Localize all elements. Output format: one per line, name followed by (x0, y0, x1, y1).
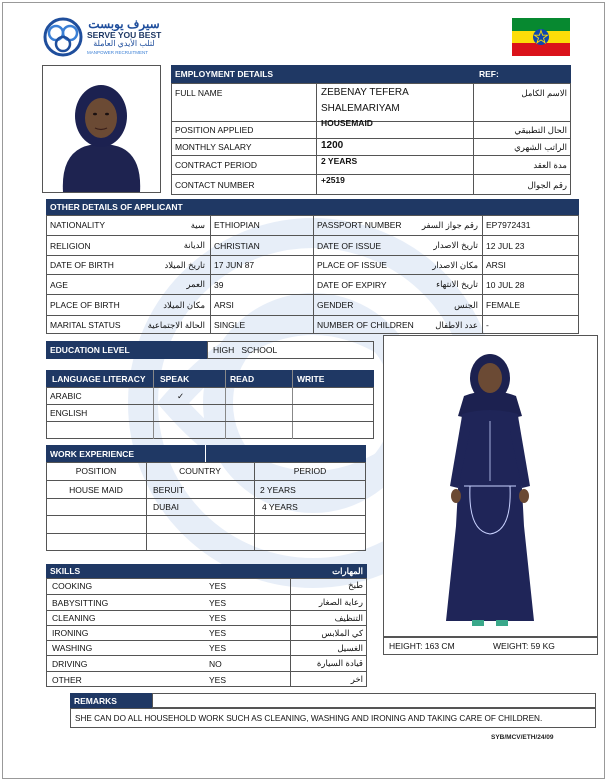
salary-label: MONTHLY SALARY (175, 142, 252, 152)
employment-header (171, 65, 475, 83)
contract-value: 2 YEARS (321, 156, 358, 166)
age-value: 39 (214, 279, 224, 290)
nationality-value: ETHIOPIAN (214, 220, 260, 230)
skill-other-ar: اخر (350, 674, 363, 684)
religion-ar: الديانة (183, 240, 205, 250)
contact-ar: رقم الجوال (527, 179, 567, 190)
skill-other-value: YES (209, 674, 227, 685)
employment-header-label: EMPLOYMENT DETAILS (175, 69, 274, 79)
work-row1-position: HOUSE MAID (69, 484, 123, 495)
skill-cleaning-ar: التنظيف (334, 612, 363, 623)
skill-driving-value: NO (209, 658, 222, 669)
work-header-label: WORK EXPERIENCE (50, 448, 135, 459)
skill-cleaning: CLEANING (52, 613, 96, 623)
full-name-label: FULL NAME (175, 88, 223, 98)
expiry-label: DATE OF EXPIRY (317, 279, 387, 290)
position-label: POSITION APPLIED (175, 125, 254, 135)
other-details-header (46, 199, 579, 215)
skill-cooking-ar: طبخ (348, 580, 363, 590)
age-label: AGE (50, 279, 68, 290)
expiry-value: 10 JUL 28 (486, 279, 525, 290)
full-name-value: ZEBENAY TEFERA SHALEMARIYAM (321, 87, 409, 114)
logo-icon (43, 17, 83, 57)
language-english: ENGLISH (50, 408, 88, 418)
dob-value: 17 JUN 87 (214, 260, 255, 270)
logo-tagline: MANPOWER RECRUITMENT (87, 50, 148, 55)
children-value: - (486, 320, 489, 330)
salary-value: 1200 (321, 139, 344, 151)
logo-arabic-sub: لتلب الأيدي العاملة (93, 39, 155, 48)
issue-place-value: ARSI (486, 260, 506, 270)
language-col-read: READ (230, 373, 255, 384)
language-arabic: ARABIC (50, 391, 82, 401)
language-col-literacy: LANGUAGE LITERACY (52, 373, 146, 384)
applicant-full-photo (383, 335, 598, 637)
contract-label: CONTRACT PERIOD (175, 160, 258, 170)
birthplace-ar: مكان الميلاد (163, 299, 205, 310)
position-value: HOUSEMAID (321, 118, 373, 128)
height-value: HEIGHT: 163 CM (389, 641, 455, 651)
birthplace-label: PLACE OF BIRTH (50, 300, 120, 310)
work-row2-period: 4 YEARS (262, 501, 298, 512)
salary-ar: الراتب الشهري (514, 141, 567, 152)
other-details-label: OTHER DETAILS OF APPLICANT (50, 202, 183, 212)
skill-washing-ar: الغسيل (337, 642, 363, 653)
language-col-speak: SPEAK (160, 373, 190, 384)
issue-date-label: DATE OF ISSUE (317, 240, 382, 251)
issue-date-value: 12 JUL 23 (486, 240, 525, 251)
nationality-ar: سية (190, 219, 205, 230)
age-ar: العمر (186, 279, 205, 289)
work-header (46, 445, 366, 462)
issue-place-ar: مكان الاصدار (432, 259, 478, 270)
skill-washing: WASHING (52, 643, 93, 653)
skill-ironing: IRONING (52, 628, 89, 638)
passport-value: EP7972431 (486, 220, 531, 230)
education-value: HIGH SCHOOL (213, 345, 278, 355)
ethiopia-flag (512, 18, 570, 56)
issue-place-label: PLACE OF ISSUE (317, 260, 387, 270)
dob-ar: تاريخ الميلاد (164, 259, 205, 270)
gender-label: GENDER (317, 300, 354, 310)
skill-babysitting: BABYSITTING (52, 597, 109, 608)
nationality-label: NATIONALITY (50, 220, 106, 230)
remarks-header-label: REMARKS (74, 695, 117, 706)
religion-value: CHRISTIAN (214, 240, 260, 251)
work-col-position: POSITION (75, 466, 117, 476)
footer-code: SYB/MCV/ETH/24/09 (491, 734, 554, 741)
contact-value: +2519 (321, 175, 345, 185)
education-header (46, 341, 208, 359)
cv-page (2, 2, 605, 779)
skill-washing-value: YES (209, 643, 227, 653)
skill-driving: DRIVING (52, 658, 88, 669)
skill-cooking: COOKING (52, 580, 93, 591)
logo-name: SERVE YOU BEST (87, 30, 162, 40)
work-row2-country: DUBAI (153, 501, 179, 512)
ref-label: REF: (479, 69, 499, 79)
children-label: NUMBER OF CHILDREN (317, 320, 414, 330)
work-col-country: COUNTRY (179, 466, 221, 476)
contract-ar: مدة العقد (533, 159, 567, 170)
ref-header (475, 65, 571, 83)
skill-cooking-value: YES (209, 580, 227, 591)
logo-arabic: سيرف يوبست (88, 17, 160, 31)
skill-ironing-value: YES (209, 628, 227, 638)
work-col-period: PERIOD (293, 466, 327, 476)
full-name-ar: الاسم الكامل (521, 87, 567, 98)
skill-babysitting-ar: رعاية الصغار (318, 597, 363, 607)
expiry-ar: تاريخ الانتهاء (436, 279, 478, 289)
language-col-write: WRITE (297, 373, 325, 384)
language-arabic-speak: ✓ (176, 390, 185, 401)
work-row1-period: 2 YEARS (260, 484, 296, 495)
skill-driving-ar: قيادة السيارة (316, 658, 363, 668)
position-ar: الحال التطبيقي (514, 124, 567, 135)
passport-ar: رقم جواز السفر (421, 219, 478, 230)
skill-ironing-ar: كي الملابس (321, 627, 363, 638)
remarks-header-border (152, 693, 596, 708)
company-logo (43, 17, 163, 59)
skills-header-ar: المهارات (332, 565, 363, 576)
children-ar: عدد الاطفال (435, 319, 478, 330)
weight-value: WEIGHT: 59 KG (493, 641, 555, 651)
marital-value: SINGLE (214, 320, 246, 330)
remarks-text: SHE CAN DO ALL HOUSEHOLD WORK SUCH AS CLEANING, WASHING AND IRONING AND TAKING CARE OF CHILDREN. (75, 713, 543, 723)
religion-label: RELIGION (50, 240, 91, 251)
issue-date-ar: تاريخ الاصدار (433, 240, 478, 250)
marital-ar: الحالة الاجتماعية (147, 319, 205, 330)
remarks-header (70, 693, 152, 708)
work-row1-country: BERUIT (153, 484, 185, 495)
gender-value: FEMALE (486, 300, 521, 310)
skill-cleaning-value: YES (209, 613, 227, 623)
dob-label: DATE OF BIRTH (50, 260, 114, 270)
skill-babysitting-value: YES (209, 597, 227, 608)
education-label: EDUCATION LEVEL (50, 345, 130, 355)
skills-header-label: SKILLS (50, 566, 81, 576)
marital-label: MARITAL STATUS (50, 320, 121, 330)
applicant-headshot (42, 65, 161, 193)
gender-ar: الجنس (454, 299, 478, 310)
passport-label: PASSPORT NUMBER (317, 220, 402, 230)
skill-other: OTHER (52, 674, 82, 685)
contact-label: CONTACT NUMBER (175, 180, 255, 190)
birthplace-value: ARSI (214, 300, 234, 310)
